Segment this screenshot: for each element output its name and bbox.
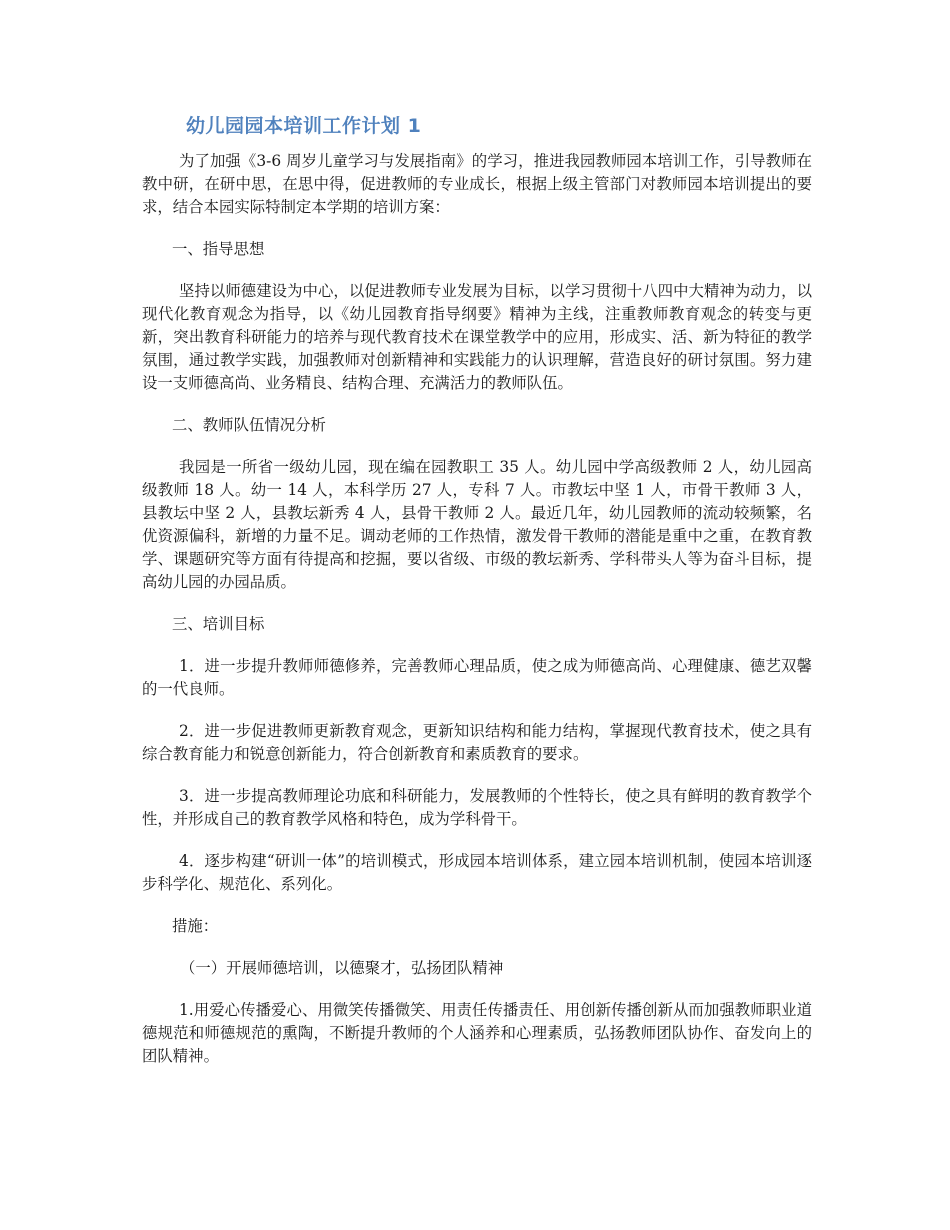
paragraph-goal-3: 3．进一步提高教师理论功底和科研能力，发展教师的个性特长，使之具有鲜明的教育教学个性，并形成自己的教育教学风格和特色，成为学科骨干。 <box>142 787 812 828</box>
paragraph-guiding-ideology: 坚持以师德建设为中心，以促进教师专业发展为目标，以学习贯彻十八四中大精神为动力，以现代化教育观念为指导，以《幼儿园教育指导纲要》精神为主线，注重教师教育观念的转变与更新，突出教育科研能力的培养与现代教育技术在课堂教学中的应用，形成实、活、新为特征的教学氛围，通过教学实践，加强教师对创新精神和实践能力的认识理解，营造良好的研讨氛围。努力建设一支师德高尚、业务精良、结构合理、充满活力的教师队伍。 <box>142 282 812 392</box>
section-heading-training-goals: 三、培训目标 <box>172 615 265 633</box>
paragraph-intro: 为了加强《3-6 周岁儿童学习与发展指南》的学习，推进我园教师园本培训工作，引导教师在教中研，在研中思，在思中得，促进教师的专业成长，根据上级主管部门对教师园本培训提出的要求，结合本园实际特制定本学期的培训方案： <box>142 152 812 216</box>
paragraph-goal-4: 4．逐步构建“研训一体”的培训模式，形成园本培训体系，建立园本培训机制，使园本培训逐步科学化、规范化、系列化。 <box>142 852 812 893</box>
section-heading-guiding-ideology: 一、指导思想 <box>172 240 265 258</box>
paragraph-measure-1: 1.用爱心传播爱心、用微笑传播微笑、用责任传播责任、用创新传播创新从而加强教师职业道德规范和师德规范的熏陶，不断提升教师的个人涵养和心理素质，弘扬教师团队协作、奋发向上的团队精神。 <box>142 1001 812 1065</box>
document-body <box>142 150 812 1087</box>
section-heading-measures: 措施： <box>172 917 219 935</box>
document-title: 幼儿园园本培训工作计划 1 <box>186 115 422 137</box>
paragraph-staff-analysis: 我园是一所省一级幼儿园，现在编在园教职工 35 人。幼儿园中学高级教师 2 人，幼儿园高级教师 18 人。幼一 14 人，本科学历 27 人，专科 7 人。市教坛中坚 1 人，市骨干教师 3 人，县教坛中坚 2 人，县教坛新秀 4 人，县骨干教师 2 人。最近几年，幼儿园教师的流动较频繁，名优资源偏科，新增的力量不足。调动老师的工作热情，激发骨干教师的潜能是重中之重，在教育教学、课题研究等方面有待提高和挖掘，要以省级、市级的教坛新秀、学科带头人等为奋斗目标，提高幼儿园的办园品质。 <box>142 458 812 591</box>
paragraph-goal-1: 1．进一步提升教师师德修养，完善教师心理品质，使之成为师德高尚、心理健康、德艺双馨的一代良师。 <box>142 657 812 698</box>
section-heading-staff-analysis: 二、教师队伍情况分析 <box>172 416 326 434</box>
paragraph-goal-2: 2．进一步促进教师更新教育观念，更新知识结构和能力结构，掌握现代教育技术，使之具有综合教育能力和锐意创新能力，符合创新教育和素质教育的要求。 <box>142 722 812 763</box>
subsection-heading-ethics-training: （一）开展师德培训，以德聚才，弘扬团队精神 <box>180 959 504 977</box>
